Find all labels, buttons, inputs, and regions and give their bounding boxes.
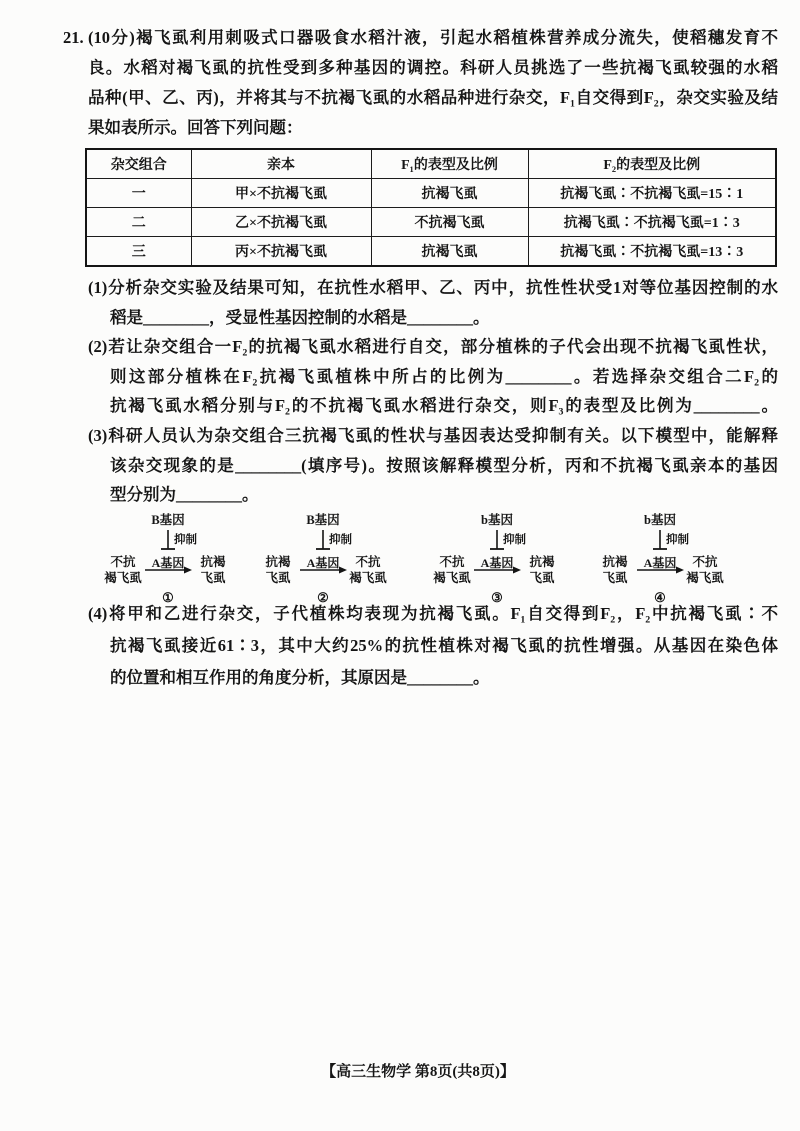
phenotype-before: [256, 554, 300, 586]
subquestion-line: 稻是________，受显性基因控制的水稻是________。: [110, 307, 490, 327]
phenotype-line: 不抗: [355, 555, 381, 569]
question-number: 21.: [63, 28, 84, 47]
table-cell: 抗褐飞虱: [371, 179, 528, 208]
model-3: [427, 510, 567, 610]
phenotype-line: 飞虱: [602, 571, 628, 585]
stem-line: (10分)褐飞虱利用刺吸式口器吸食水稻汁液，引起水稻植株营养成分流失，使稻穗发育不: [88, 28, 778, 47]
phenotype-line: 褐飞虱: [349, 571, 387, 585]
table-header-cell: 亲本: [191, 149, 371, 179]
phenotype-line: 抗褐: [602, 555, 628, 569]
regulator-gene: B基因: [306, 513, 340, 527]
model-2: [253, 510, 393, 610]
subquestion-3: [88, 421, 778, 510]
cross-results-table: [85, 148, 777, 267]
table-header-cell: F₂的表型及比例: [528, 149, 776, 179]
subquestion-line: 抗褐飞虱水稻分别与F₂的不抗褐飞虱水稻进行杂交，则F₃的表型及比例为________。: [110, 396, 778, 416]
table-cell: 一: [86, 179, 191, 208]
phenotype-after: [683, 554, 727, 586]
subquestion-line: (2)若让杂交组合一F₂的抗褐飞虱水稻进行自交，部分植株的子代会出现不抗褐飞虱性状，: [88, 337, 778, 357]
subquestion-line: 则这部分植株在F₂抗褐飞虱植株中所占的比例为________。若选择杂交组合二F₂的: [110, 366, 778, 386]
subquestion-line: 型分别为________。: [110, 485, 259, 505]
phenotype-line: 抗褐: [265, 555, 291, 569]
inhibition-label: 抑制: [666, 534, 689, 546]
regulator-gene: B基因: [151, 513, 185, 527]
subquestion-1: [88, 273, 778, 332]
table-cell: 抗褐飞虱∶不抗褐飞虱=15∶1: [528, 179, 776, 208]
table-row: [86, 208, 776, 237]
phenotype-line: 飞虱: [200, 571, 226, 585]
inhibition-label: 抑制: [503, 534, 526, 546]
stem-line: 果如表所示。回答下列问题：: [88, 118, 303, 137]
phenotype-line: 飞虱: [529, 571, 555, 585]
table-header-row: [86, 149, 776, 179]
phenotype-before: [593, 554, 637, 586]
subquestion-2: [88, 332, 778, 421]
table-cell: 乙×不抗褐飞虱: [191, 208, 371, 237]
target-gene: A基因: [480, 556, 514, 570]
regulator-gene: b基因: [644, 513, 676, 527]
model-number: ①: [162, 590, 174, 605]
target-gene: A基因: [643, 556, 677, 570]
phenotype-line: 抗褐: [200, 555, 226, 569]
table-cell: 二: [86, 208, 191, 237]
table-cell: 抗褐飞虱: [371, 237, 528, 267]
subquestion-line: (1)分析杂交实验及结果可知，在抗性水稻甲、乙、丙中，抗性性状受1对等位基因控制的水: [88, 278, 778, 297]
inhibition-label: 抑制: [174, 534, 197, 546]
phenotype-line: 不抗: [692, 555, 718, 569]
stem-line: 品种(甲、乙、丙)，并将其与不抗褐飞虱的水稻品种进行杂交，F₁自交得到F₂，杂交实验及结: [88, 88, 778, 107]
inhibition-label: 抑制: [329, 534, 352, 546]
subquestion-line: 该杂交现象的是________(填序号)。按照该解释模型分析，丙和不抗褐飞虱亲本的基因: [110, 455, 778, 475]
table-row: [86, 237, 776, 267]
model-1: [98, 510, 238, 610]
phenotype-after: [346, 554, 390, 586]
regulator-gene: b基因: [481, 513, 513, 527]
target-gene: A基因: [151, 556, 185, 570]
subquestion-line: (4)将甲和乙进行杂交，子代植株均表现为抗褐飞虱。F₁自交得到F₂，F₂中抗褐飞虱∶不: [88, 604, 778, 623]
table-cell: 抗褐飞虱∶不抗褐飞虱=13∶3: [528, 237, 776, 267]
stem-line: 良。水稻对褐飞虱的抗性受到多种基因的调控。科研人员挑选了一些抗褐飞虱较强的水稻: [88, 58, 778, 77]
page-footer: 【高三生物学 第8页(共8页)】: [321, 1064, 515, 1080]
phenotype-before: [101, 554, 145, 586]
subquestions-1-3: [88, 273, 778, 510]
phenotype-after: [191, 554, 235, 586]
model-number: ④: [654, 590, 666, 605]
table-cell: 三: [86, 237, 191, 267]
phenotype-line: 褐飞虱: [686, 571, 724, 585]
phenotype-line: 褐飞虱: [433, 571, 471, 585]
table-row: [86, 179, 776, 208]
table-header-cell: 杂交组合: [86, 149, 191, 179]
question-stem: [88, 23, 778, 143]
phenotype-before: [430, 554, 474, 586]
subquestion-line: 的位置和相互作用的角度分析，其原因是________。: [110, 668, 490, 687]
table-cell: 不抗褐飞虱: [371, 208, 528, 237]
phenotype-line: 不抗: [439, 555, 465, 569]
subquestion-4: [88, 598, 778, 694]
target-gene: A基因: [306, 556, 340, 570]
subquestion-line: (3)科研人员认为杂交组合三抗褐飞虱的性状与基因表达受抑制有关。以下模型中，能解释: [88, 425, 778, 445]
phenotype-line: 褐飞虱: [104, 571, 142, 585]
table-cell: 甲×不抗褐飞虱: [191, 179, 371, 208]
table-cell: 丙×不抗褐飞虱: [191, 237, 371, 267]
model-4: [590, 510, 730, 610]
phenotype-after: [520, 554, 564, 586]
table-cell: 抗褐飞虱∶不抗褐飞虱=1∶3: [528, 208, 776, 237]
model-number: ③: [491, 590, 503, 605]
phenotype-line: 不抗: [110, 555, 136, 569]
table-header-cell: F₁的表型及比例: [371, 149, 528, 179]
phenotype-line: 飞虱: [265, 571, 291, 585]
phenotype-line: 抗褐: [529, 555, 555, 569]
model-number: ②: [317, 590, 329, 605]
subquestion-line: 抗褐飞虱接近61∶3，其中大约25%的抗性植株对褐飞虱的抗性增强。从基因在染色体: [110, 636, 778, 655]
